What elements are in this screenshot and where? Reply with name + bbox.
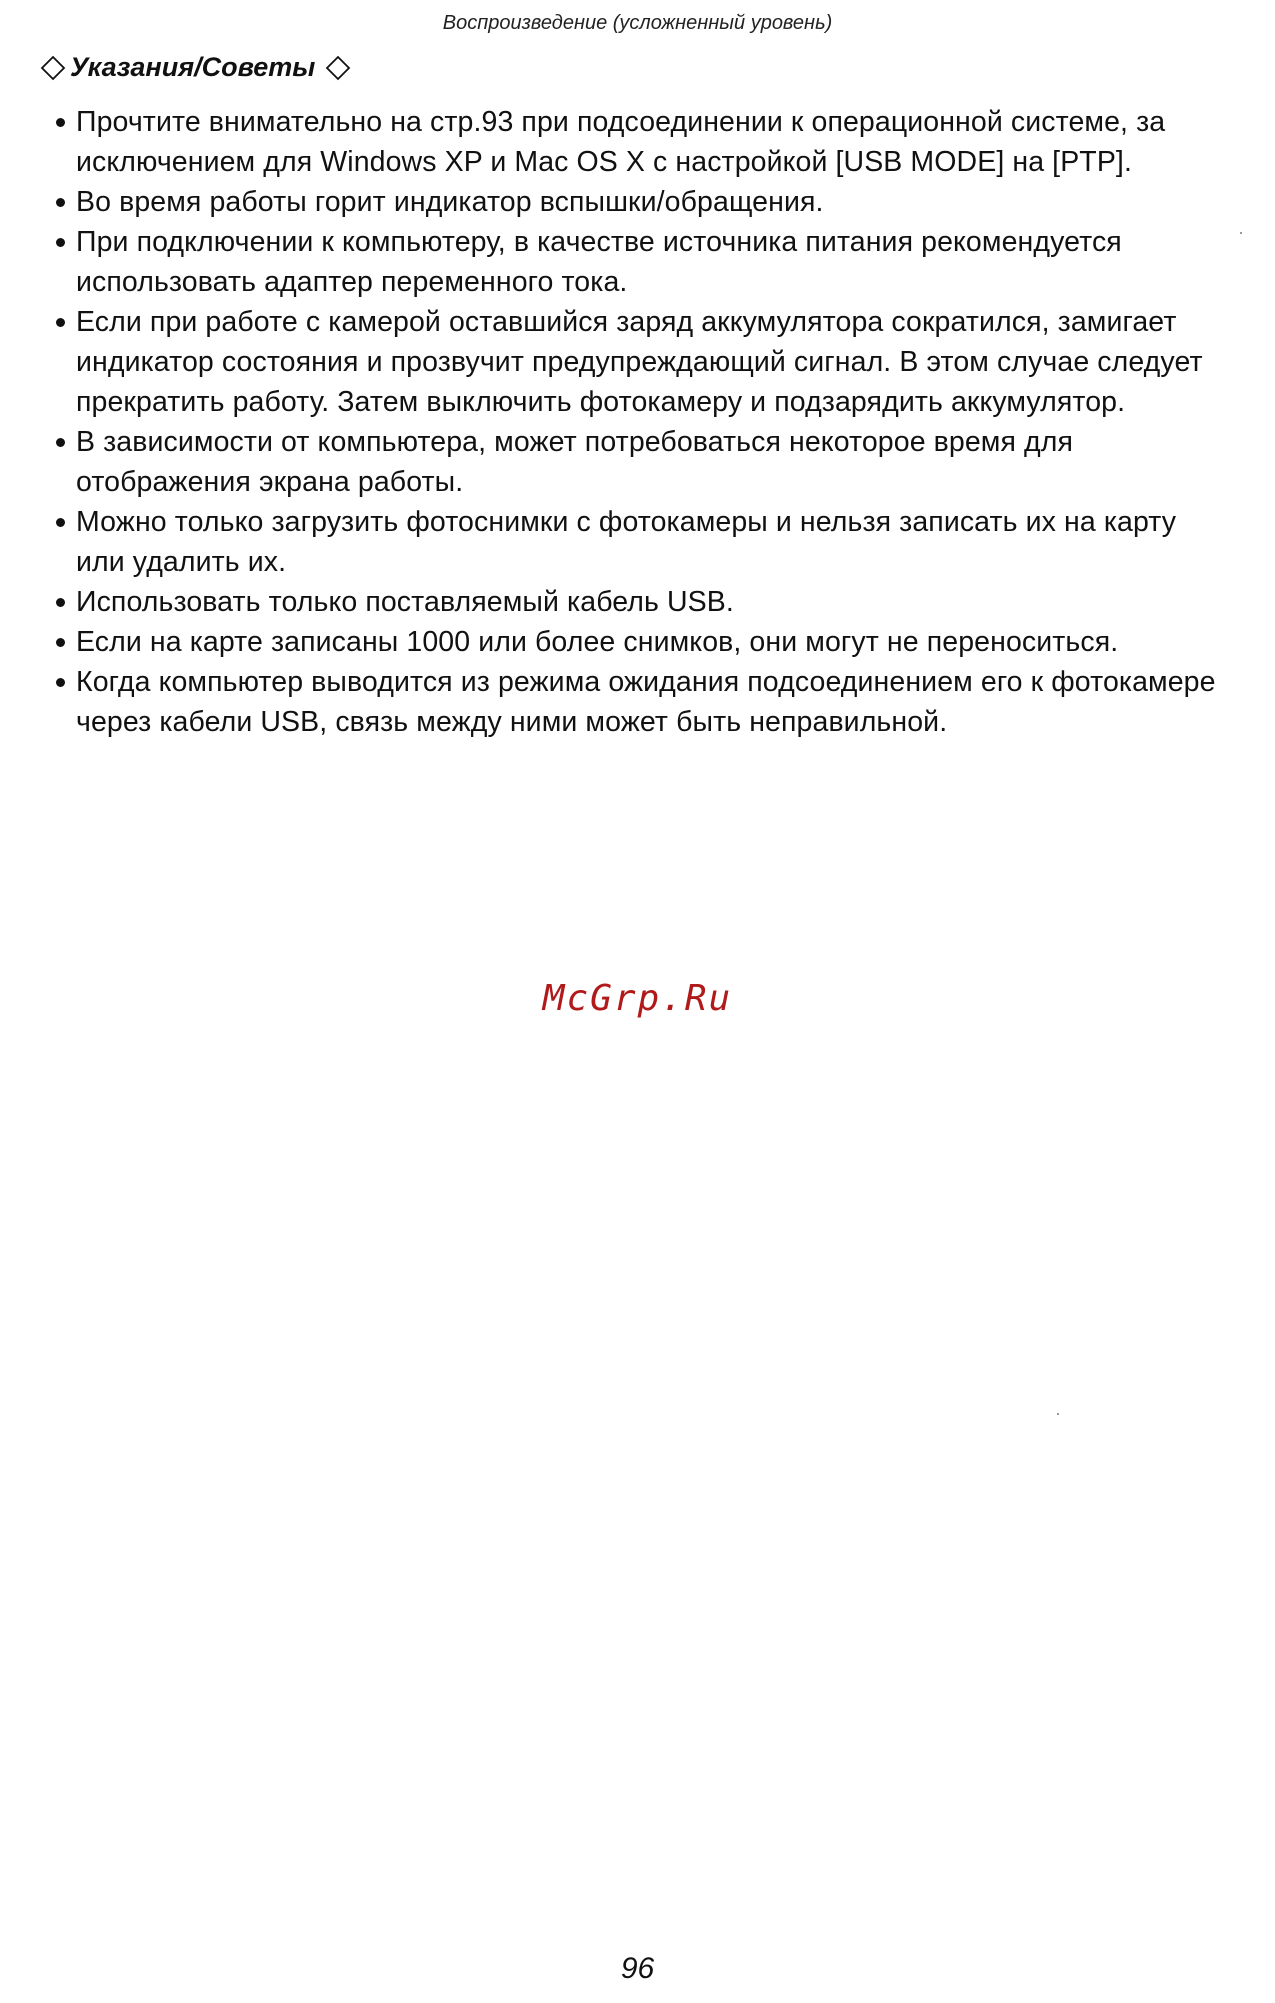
running-header: Воспроизведение (усложненный уровень) [442, 12, 833, 34]
list-item [54, 502, 1229, 582]
list-item-text: В зависимости от компьютера, может потребоваться некоторое время для отображения экрана работы. [76, 426, 1074, 498]
list-item-text: Можно только загрузить фотоснимки с фотокамеры и нельзя записать их на карту или удалить их. [76, 506, 1177, 578]
list-item-text: Использовать только поставляемый кабель USB. [76, 586, 734, 618]
bullet-icon [56, 118, 65, 127]
tips-list [54, 102, 1229, 742]
bullet-icon [56, 438, 65, 447]
scan-speck [1240, 232, 1242, 234]
list-item-text: Если на карте записаны 1000 или более снимков, они могут не переноситься. [76, 626, 1119, 658]
list-item-text: Прочтите внимательно на стр.93 при подсоединении к операционной системе, за исключением для Windows XP и Mac OS X с настройкой [USB MODE] на [PTP]. [76, 106, 1166, 178]
diamond-outline-icon [325, 55, 351, 81]
list-item [54, 582, 1229, 622]
bullet-icon [56, 638, 65, 647]
section-title-text: Указания/Советы [70, 52, 316, 82]
list-item [54, 422, 1229, 502]
scan-speck [1057, 1413, 1059, 1415]
list-item-text: Когда компьютер выводится из режима ожидания подсоединением его к фотокамере через кабели USB, связь между ними может быть неправильной. [76, 666, 1216, 738]
watermark: McGrp.Ru [542, 978, 733, 1019]
list-item [54, 182, 1229, 222]
list-item [54, 302, 1229, 422]
bullet-icon [56, 598, 65, 607]
list-item [54, 222, 1229, 302]
list-item [54, 622, 1229, 662]
section-title [40, 52, 351, 83]
list-item-text: Если при работе с камерой оставшийся заряд аккумулятора сократился, замигает индикатор состояния и прозвучит предупреждающий сигнал. В этом случае следует прекратить работу. Затем выключить фотокамеру и подзарядить аккумулятор. [76, 306, 1203, 418]
bullet-icon [56, 518, 65, 527]
list-item-text: Во время работы горит индикатор вспышки/обращения. [76, 186, 824, 218]
list-item-text: При подключении к компьютеру, в качестве источника питания рекомендуется использовать адаптер переменного тока. [76, 226, 1122, 298]
bullet-icon [56, 678, 65, 687]
page-number: 96 [620, 1952, 655, 1985]
list-item [54, 102, 1229, 182]
bullet-icon [56, 318, 65, 327]
diamond-outline-icon [40, 55, 66, 81]
bullet-icon [56, 238, 65, 247]
bullet-icon [56, 198, 65, 207]
list-item [54, 662, 1229, 742]
